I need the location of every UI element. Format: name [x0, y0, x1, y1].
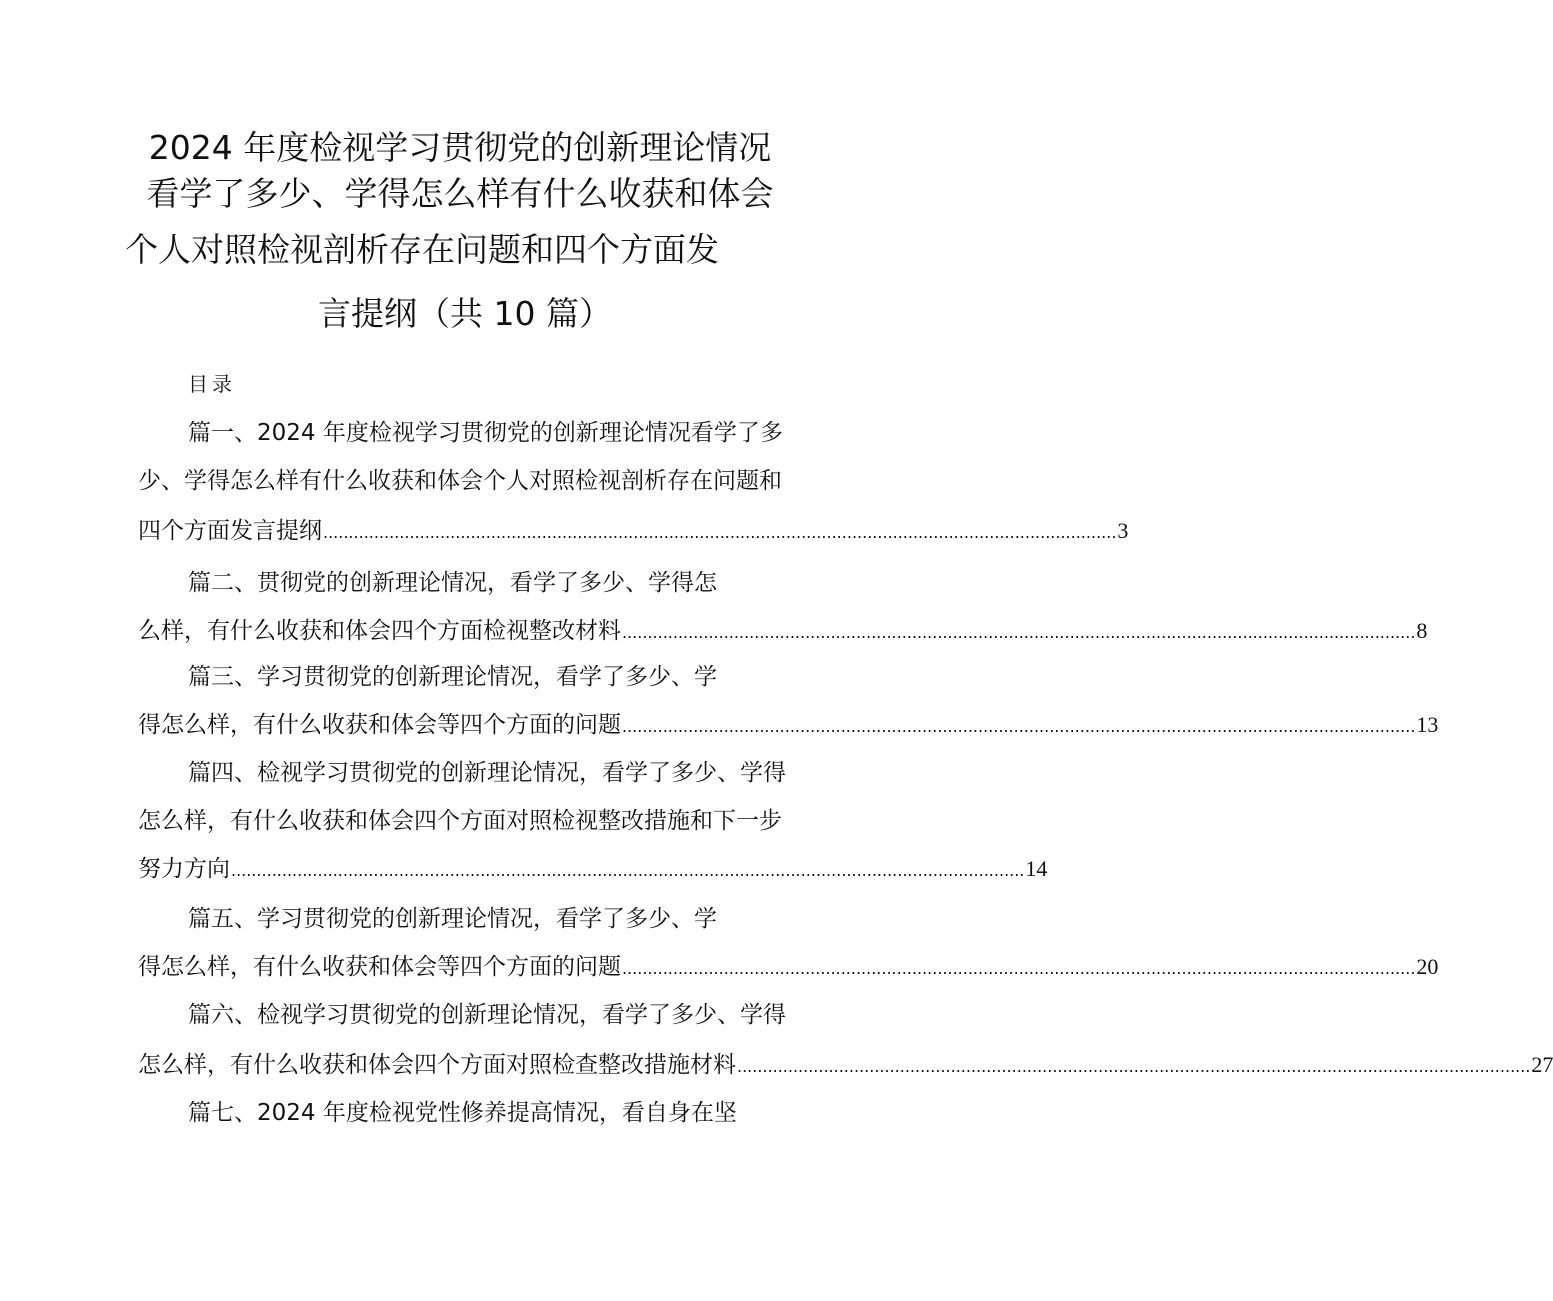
toc-entry-4-line-3[interactable]: [138, 852, 1048, 888]
toc-entry-text: 篇四、检视学习贯彻党的创新理论情况，看学了多少、学得: [188, 760, 786, 786]
toc-page-number: 27: [1531, 1052, 1553, 1077]
toc-entry-7-line-1[interactable]: [188, 1096, 737, 1130]
document-title-line-4: 言提纲（共 10 篇）: [318, 294, 612, 333]
toc-entry-text: 得怎么样，有什么收获和体会等四个方面的问题: [138, 954, 621, 980]
toc-leader-dots: ............................................................................................................................................................: [737, 1057, 1531, 1076]
toc-leader-dots: ............................................................................................................................................................: [622, 959, 1416, 978]
toc-entry-text: 四个方面发言提纲: [138, 518, 322, 544]
toc-entry-6-line-2[interactable]: [138, 1048, 1553, 1084]
toc-entry-4-line-1[interactable]: [188, 756, 786, 790]
document-title-line-3: 个人对照检视剖析存在问题和四个方面发: [125, 230, 719, 269]
toc-entry-text: 怎么样，有什么收获和体会四个方面对照检查整改措施材料: [138, 1052, 736, 1078]
toc-leader-dots: ............................................................................................................................................................: [622, 717, 1416, 736]
toc-entry-text: 得怎么样，有什么收获和体会等四个方面的问题: [138, 712, 621, 738]
toc-entry-1-line-3[interactable]: [138, 514, 1129, 550]
toc-entry-5-line-2[interactable]: [138, 950, 1439, 986]
toc-entry-1-line-1[interactable]: [188, 416, 783, 450]
toc-leader-dots: ............................................................................................................................................................: [323, 523, 1117, 542]
toc-entry-2-line-1[interactable]: [188, 566, 717, 600]
toc-entry-2-line-2[interactable]: [138, 614, 1428, 650]
toc-entry-5-line-1[interactable]: [188, 902, 717, 936]
toc-leader-dots: ............................................................................................................................................................: [622, 623, 1416, 642]
toc-entry-3-line-2[interactable]: [138, 708, 1439, 744]
toc-heading: 目录: [188, 372, 236, 396]
toc-entry-text: 怎么样，有什么收获和体会四个方面对照检视整改措施和下一步: [138, 808, 782, 834]
toc-entry-text: 努力方向: [138, 856, 230, 882]
toc-page-number: 20: [1416, 954, 1439, 979]
toc-entry-text: 篇二、贯彻党的创新理论情况，看学了多少、学得怎: [188, 570, 717, 596]
document-title-line-1: 2024 年度检视学习贯彻党的创新理论情况: [148, 128, 772, 167]
toc-entry-text: 篇一、2024 年度检视学习贯彻党的创新理论情况看学了多: [188, 420, 783, 446]
toc-entry-text: 么样，有什么收获和体会四个方面检视整改材料: [138, 618, 621, 644]
toc-page-number: 14: [1025, 856, 1048, 881]
toc-page-number: 8: [1416, 618, 1428, 643]
toc-leader-dots: ............................................................................................................................................................: [231, 861, 1025, 880]
toc-entry-text: 篇七、2024 年度检视党性修养提高情况，看自身在坚: [188, 1100, 737, 1126]
toc-entry-text: 篇六、检视学习贯彻党的创新理论情况，看学了多少、学得: [188, 1002, 786, 1028]
toc-entry-1-line-2[interactable]: [138, 464, 782, 498]
toc-entry-text: 篇三、学习贯彻党的创新理论情况，看学了多少、学: [188, 664, 717, 690]
toc-page-number: 3: [1117, 518, 1129, 543]
toc-entry-text: 篇五、学习贯彻党的创新理论情况，看学了多少、学: [188, 906, 717, 932]
toc-entry-6-line-1[interactable]: [188, 998, 786, 1032]
toc-entry-text: 少、学得怎么样有什么收获和体会个人对照检视剖析存在问题和: [138, 468, 782, 494]
document-title-line-2: 看学了多少、学得怎么样有什么收获和体会: [146, 174, 774, 213]
toc-page-number: 13: [1416, 712, 1439, 737]
toc-entry-3-line-1[interactable]: [188, 660, 717, 694]
toc-entry-4-line-2[interactable]: [138, 804, 782, 838]
